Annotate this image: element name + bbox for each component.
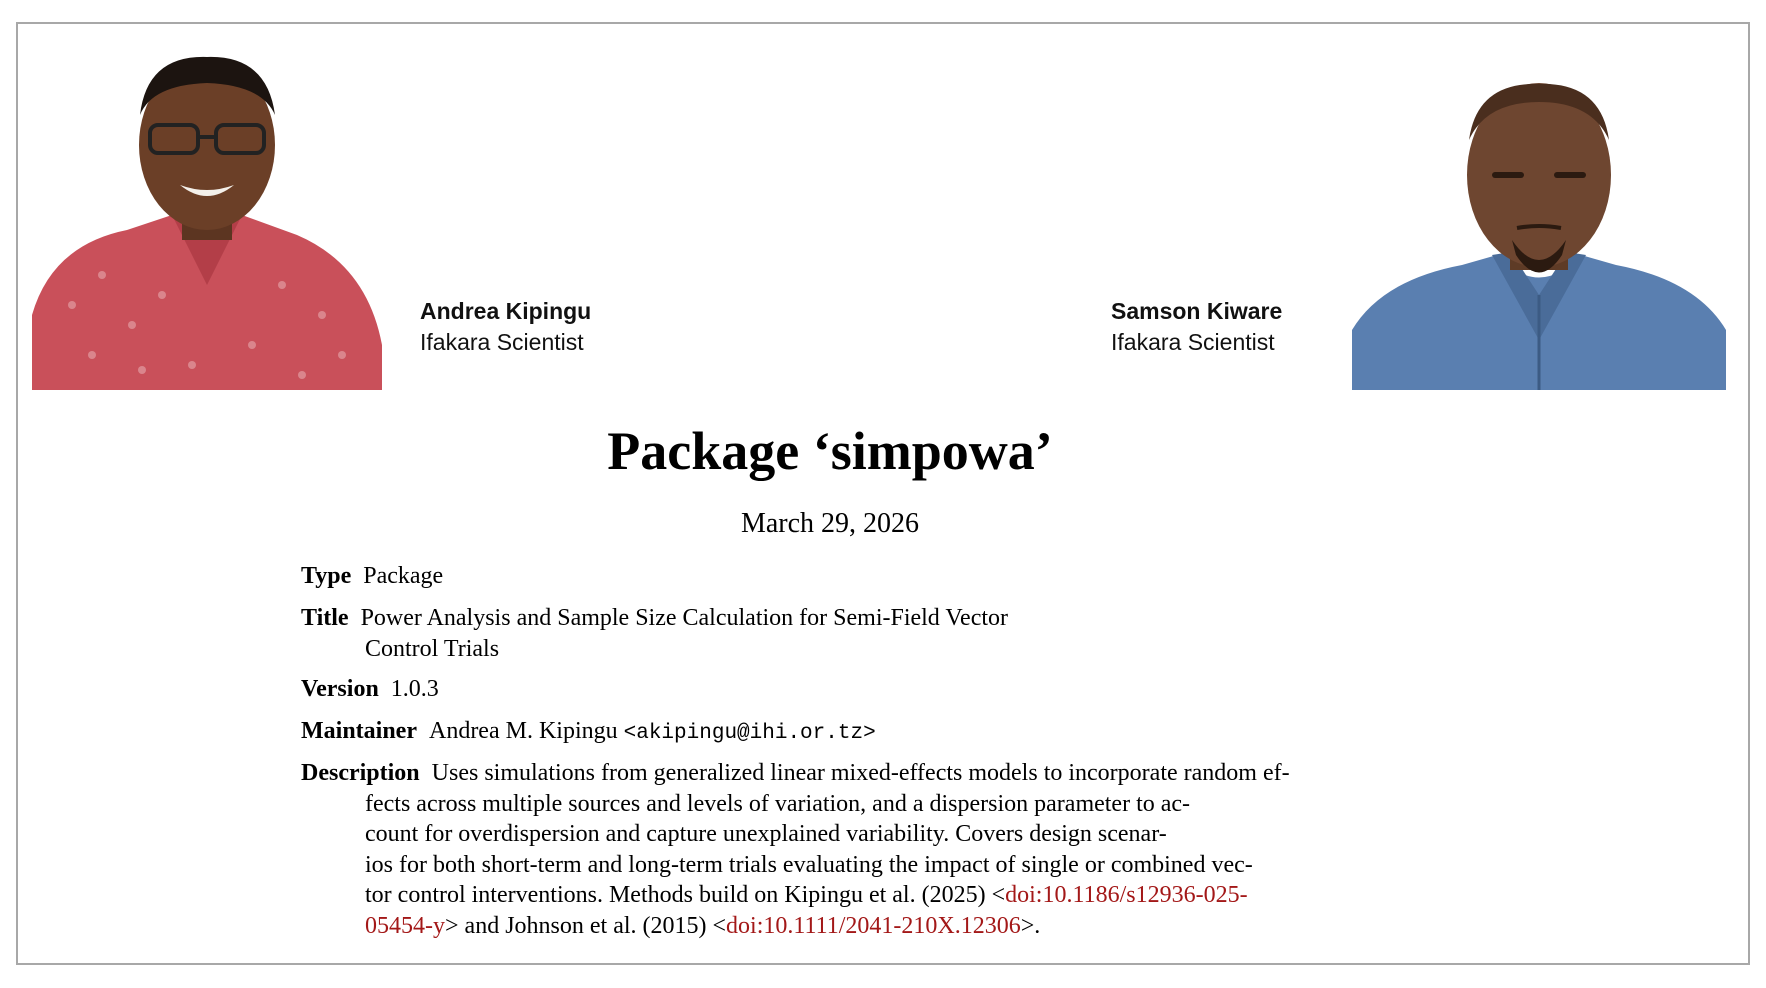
doi-link-kipingu[interactable]: doi:10.1186/s12936-025-	[1005, 882, 1248, 908]
version-field	[301, 674, 439, 705]
field-value-continuation: Control Trials	[365, 635, 500, 662]
description-line	[301, 911, 1290, 942]
person-name: Samson Kiware	[1111, 298, 1283, 324]
field-key: Type	[301, 563, 352, 589]
description-text: count for overdispersion and capture unexplained variability. Covers design scenar-	[365, 821, 1167, 847]
maintainer-email[interactable]: <akipingu@ihi.or.tz>	[623, 722, 876, 745]
description-text: fects across multiple sources and levels of variation, and a dispersion parameter to ac-	[365, 790, 1191, 817]
description-text: >.	[1020, 912, 1041, 939]
description-text: ios for both short-term and long-term trials evaluating the impact of single or combined vec-	[365, 851, 1253, 878]
person-name: Andrea Kipingu	[420, 298, 592, 324]
type-field	[301, 561, 443, 592]
andrea-caption	[420, 296, 591, 358]
description-line	[301, 880, 1290, 911]
maintainer-name: Andrea M. Kipingu	[428, 718, 618, 744]
field-value: Package	[363, 563, 444, 589]
description-field	[301, 758, 1290, 941]
person-role: Ifakara Scientist	[1111, 329, 1275, 355]
maintainer-field	[301, 716, 876, 750]
doi-link-johnson[interactable]: doi:10.1111/2041-210X.12306	[726, 912, 1021, 939]
doi-link-kipingu-cont[interactable]: 05454-y	[365, 912, 445, 939]
field-value: Power Analysis and Sample Size Calculation for Semi-Field Vector	[360, 605, 1009, 631]
andrea-kipingu-photo	[32, 45, 382, 390]
title-field	[301, 603, 1008, 664]
field-key: Title	[301, 605, 349, 631]
description-text: Uses simulations from generalized linear mixed-effects models to incorporate random ef-	[431, 760, 1290, 786]
person-role: Ifakara Scientist	[420, 329, 584, 355]
description-text: tor control interventions. Methods build on Kipingu et al. (2025) <	[365, 882, 1006, 908]
description-text: > and Johnson et al. (2015) <	[445, 912, 727, 939]
field-key: Maintainer	[301, 718, 417, 744]
package-title: Package ‘simpowa’	[607, 421, 1053, 481]
field-key: Version	[301, 676, 379, 702]
samson-caption	[1111, 296, 1282, 358]
field-value: 1.0.3	[390, 676, 439, 702]
field-key: Description	[301, 760, 420, 786]
package-date: March 29, 2026	[740, 508, 920, 539]
samson-kiware-photo	[1352, 80, 1726, 390]
